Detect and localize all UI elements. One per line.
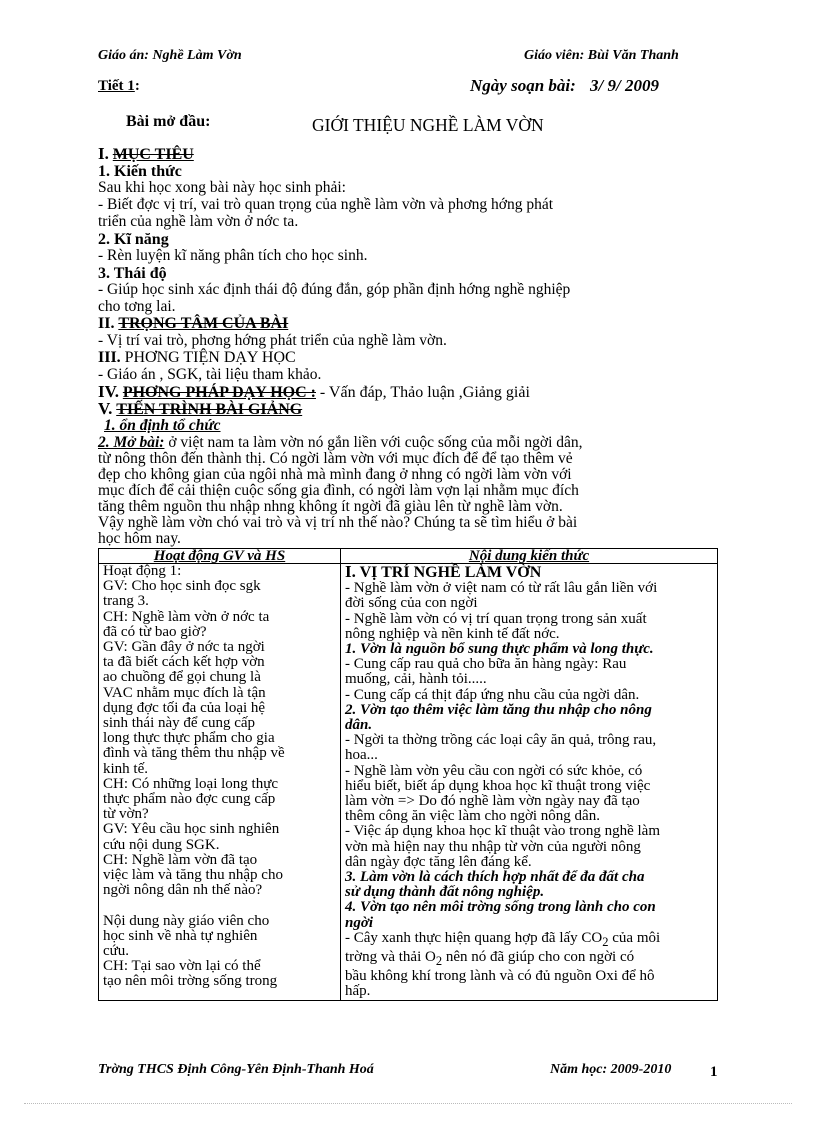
text-line: từ nông thôn đến thành thị. Có ngời làm vờn với mục đích để để tạo thêm vẻ xyxy=(98,450,573,467)
subsection-skills: 2. Kĩ năng xyxy=(98,231,169,248)
content-line xyxy=(345,950,713,969)
table-header-row xyxy=(99,549,718,564)
activity-line: CH: Nghề làm vờn đã tạo xyxy=(103,851,258,868)
text-line: mục đích để cải thiện cuộc sống gia đình, có ngời làm vợn lại nhằm mục đích xyxy=(98,482,579,499)
activity-line: sinh thái này để cung cấp xyxy=(103,715,256,732)
date-value: 3/ 9/ 2009 xyxy=(590,76,659,95)
section-3-title: PHƠNG TIỆN DẠY HỌC xyxy=(124,349,296,366)
column-header-content: Nội dung kiến thức xyxy=(341,549,718,564)
subsection-organization: 1. ổn định tổ chức xyxy=(104,417,221,434)
section-1-heading xyxy=(98,146,194,162)
activities-cell xyxy=(99,564,341,1001)
section-1-num: I. xyxy=(98,144,109,163)
text-line: - Rèn luyện kĩ năng phân tích cho học sinh. xyxy=(98,247,368,264)
section-4-title: PHƠNG PHÁP DẠY HỌC : xyxy=(122,384,316,401)
opening-label: 2. Mở bài: xyxy=(98,434,165,451)
text-fragment: trờng và thải O xyxy=(345,949,436,966)
content-subheading: 3. Làm vờn là cách thích hợp nhất để đa đất cha xyxy=(345,869,645,886)
text-fragment: của môi xyxy=(608,929,661,946)
text-line: - Giáo án , SGK, tài liệu tham khảo. xyxy=(98,366,322,383)
section-3-heading xyxy=(98,350,296,365)
section-5-num: V. xyxy=(98,399,113,418)
text-fragment: - Cây xanh thực hiện quang hợp đã lấy CO xyxy=(345,929,603,946)
activity-line: long thực thực phẩm cho gia xyxy=(103,730,275,747)
activity-line: CH: Có những loại long thực xyxy=(103,775,279,792)
intro-label: Bài mở đầu: xyxy=(126,113,211,130)
content-line: thêm công ăn việc làm cho ngời nông dân. xyxy=(345,808,600,825)
section-1-title: MỤC TIÊU xyxy=(112,146,194,163)
section-2-num: II. xyxy=(98,315,115,332)
activity-line: từ vờn? xyxy=(103,806,149,823)
content-line: nông nghiệp và nền kinh tế đất nớc. xyxy=(345,625,560,642)
activity-line: Hoạt động 1: xyxy=(103,563,182,579)
activity-line: GV: Cho học sinh đọc sgk xyxy=(103,578,261,595)
content-line: - Việc áp dụng khoa học kĩ thuật vào trong nghề làm xyxy=(345,823,660,840)
section-4-heading xyxy=(98,384,530,400)
activity-line xyxy=(103,898,336,913)
page-bottom-divider xyxy=(24,1103,792,1104)
footer-year: Năm học: 2009-2010 xyxy=(550,1062,672,1077)
activity-line: cứu. xyxy=(103,943,130,960)
activity-line: dụng đợc tối đa của loại hệ xyxy=(103,699,266,716)
content-subheading: ngời xyxy=(345,914,374,931)
content-subheading: 1. Vờn là nguồn bổ sung thực phẩm và long thực. xyxy=(345,641,654,658)
activity-line: trang 3. xyxy=(103,593,149,610)
content-heading: VỊ TRÍ NGHỀ LÀM VỜN xyxy=(359,564,542,581)
content-line: - Ngời ta thờng trồng các loại cây ăn quả, trông rau, xyxy=(345,732,657,749)
activity-line: tạo nên môi trờng sống trong xyxy=(103,973,278,990)
period-line xyxy=(98,78,140,95)
activity-line: ngời nông dân nh thế nào? xyxy=(103,882,263,899)
content-subheading: 4. Vờn tạo nên môi trờng sống trong lành cho con xyxy=(345,899,656,916)
section-3-num: III. xyxy=(98,349,121,366)
text-fragment: nên nó đã giúp cho con ngời có xyxy=(442,949,635,966)
content-line: - Nghề làm vờn ở việt nam có từ rất lâu gắn liền với xyxy=(345,580,658,597)
header-left: Giáo án: Nghề Làm Vờn xyxy=(98,48,242,63)
content-line: - Nghề làm vờn yêu cầu con ngời có sức khỏe, có xyxy=(345,762,643,779)
activity-line: đình và tăng thêm thu nhập về xyxy=(103,745,285,762)
section-4-num: IV. xyxy=(98,382,119,401)
text-line: Sau khi học xong bài này học sinh phải: xyxy=(98,179,346,196)
content-line: - Cung cấp cá thịt đáp ứng nhu cầu của ngời dân. xyxy=(345,686,640,703)
content-subheading: dân. xyxy=(345,717,373,734)
section-5-heading xyxy=(98,401,302,417)
activity-line: học sinh về nhà tự nghiên xyxy=(103,927,258,944)
subsection-attitude: 3. Thái độ xyxy=(98,265,167,282)
content-line: vờn mà hiện nay thu nhập từ vờn của người nông xyxy=(345,838,641,855)
activity-line: thực phẩm nào đợc cung cấp xyxy=(103,791,276,808)
text-line: ở việt nam ta làm vờn nó gắn liền với cuộc sống của mỗi ngời dân, xyxy=(164,434,583,451)
text-line: triển của nghề làm vờn ở nớc ta. xyxy=(98,213,299,230)
activity-line: CH: Nghề làm vờn ở nớc ta xyxy=(103,608,270,625)
column-header-activities: Hoạt động GV và HS xyxy=(99,549,341,564)
page-number: 1 xyxy=(710,1064,718,1080)
text-line: - Giúp học sinh xác định thái độ đúng đắn, góp phần định hớng nghề nghiệp xyxy=(98,281,571,298)
opening-paragraph xyxy=(98,435,583,546)
activity-line: cứu nội dung SGK. xyxy=(103,836,220,853)
subscript: 2 xyxy=(435,954,443,969)
activity-line: CH: Tại sao vờn lại có thể xyxy=(103,958,261,975)
period-label: Tiết 1 xyxy=(98,78,135,94)
text-line: cho tơng lai. xyxy=(98,298,176,315)
lesson-table xyxy=(98,548,718,1001)
page-title: GIỚI THIỆU NGHỀ LÀM VỜN xyxy=(312,115,544,135)
content-cell xyxy=(341,564,718,1001)
activity-line: đã có từ bao giờ? xyxy=(103,623,207,640)
content-line: hoa... xyxy=(345,747,378,764)
section-4-methods: - Vấn đáp, Thảo luận ,Giảng giải xyxy=(319,384,530,401)
content-line: - Cung cấp rau quả cho bữa ăn hàng ngày: Rau xyxy=(345,656,627,673)
section-5-title: TIẾN TRÌNH BÀI GIẢNG xyxy=(116,401,303,418)
content-line: dân ngày đợc tăng lên đáng kể. xyxy=(345,853,532,870)
activities-lines xyxy=(103,564,336,990)
content-line xyxy=(345,931,713,950)
content-line: hiểu biết, biết áp dụng khoa học kĩ thuật trong việc xyxy=(345,777,651,794)
text-line: đẹp cho không gian của ngôi nhà mà mình đang ở nhng có ngời làm vờn với xyxy=(98,466,572,483)
activity-line: ta đã biết cách kết hợp vờn xyxy=(103,654,265,671)
date-line xyxy=(470,76,659,96)
subscript: 2 xyxy=(602,934,609,949)
activity-line: kinh tế. xyxy=(103,760,148,777)
text-line: tăng thêm nguồn thu nhập nhng không ít ngời đã giàu lên từ nghề làm vờn. xyxy=(98,498,563,515)
content-line: hấp. xyxy=(345,983,371,1000)
subsection-knowledge: 1. Kiến thức xyxy=(98,163,182,180)
text-line: - Vị trí vai trò, phơng hớng phát triển của nghề làm vờn. xyxy=(98,332,447,349)
activity-line: GV: Gần đây ở nớc ta ngời xyxy=(103,639,265,656)
header-right: Giáo viên: Bùi Văn Thanh xyxy=(524,48,679,63)
content-heading-num: I. xyxy=(345,562,356,581)
content-line: làm vờn => Do đó nghề làm vờn ngày nay đã tạo xyxy=(345,793,640,810)
text-line: học hôm nay. xyxy=(98,530,181,547)
content-line: - Nghề làm vờn có vị trí quan trọng trong sản xuất xyxy=(345,610,647,627)
activity-line: GV: Yêu cầu học sinh nghiên xyxy=(103,821,280,838)
content-line: bầu không khí trong lành và có đủ nguồn Oxi để hô xyxy=(345,968,655,985)
section-2-title: TRỌNG TÂM CỦA BÀI xyxy=(118,315,289,332)
text-line: Vậy nghề làm vờn chó vai trò và vị trí nh thế nào? Chúng ta sẽ tìm hiểu ở bài xyxy=(98,514,578,531)
content-line: đời sống của con ngời xyxy=(345,595,478,612)
activity-line: VAC nhằm mục đích là tận xyxy=(103,684,266,701)
table-row xyxy=(99,564,718,1001)
period-suffix: : xyxy=(134,78,140,94)
content-subheading: sử dụng thành đất nông nghiệp. xyxy=(345,884,545,901)
content-line: muống, cải, hành tỏi..... xyxy=(345,671,487,688)
text-line: - Biết đợc vị trí, vai trò quan trọng của nghề làm vờn và phơng hớng phát xyxy=(98,196,554,213)
footer-school: Trờng THCS Định Công-Yên Định-Thanh Hoá xyxy=(98,1062,374,1077)
section-2-heading xyxy=(98,316,288,331)
activity-line: ao chuồng để gọi chung là xyxy=(103,669,261,686)
activity-line: Nội dung này giáo viên cho xyxy=(103,912,270,929)
content-subheading: 2. Vờn tạo thêm việc làm tăng thu nhập cho nông xyxy=(345,701,652,718)
activity-line: việc làm và tăng thu nhập cho xyxy=(103,867,283,884)
date-label: Ngày soạn bài: xyxy=(470,76,576,95)
